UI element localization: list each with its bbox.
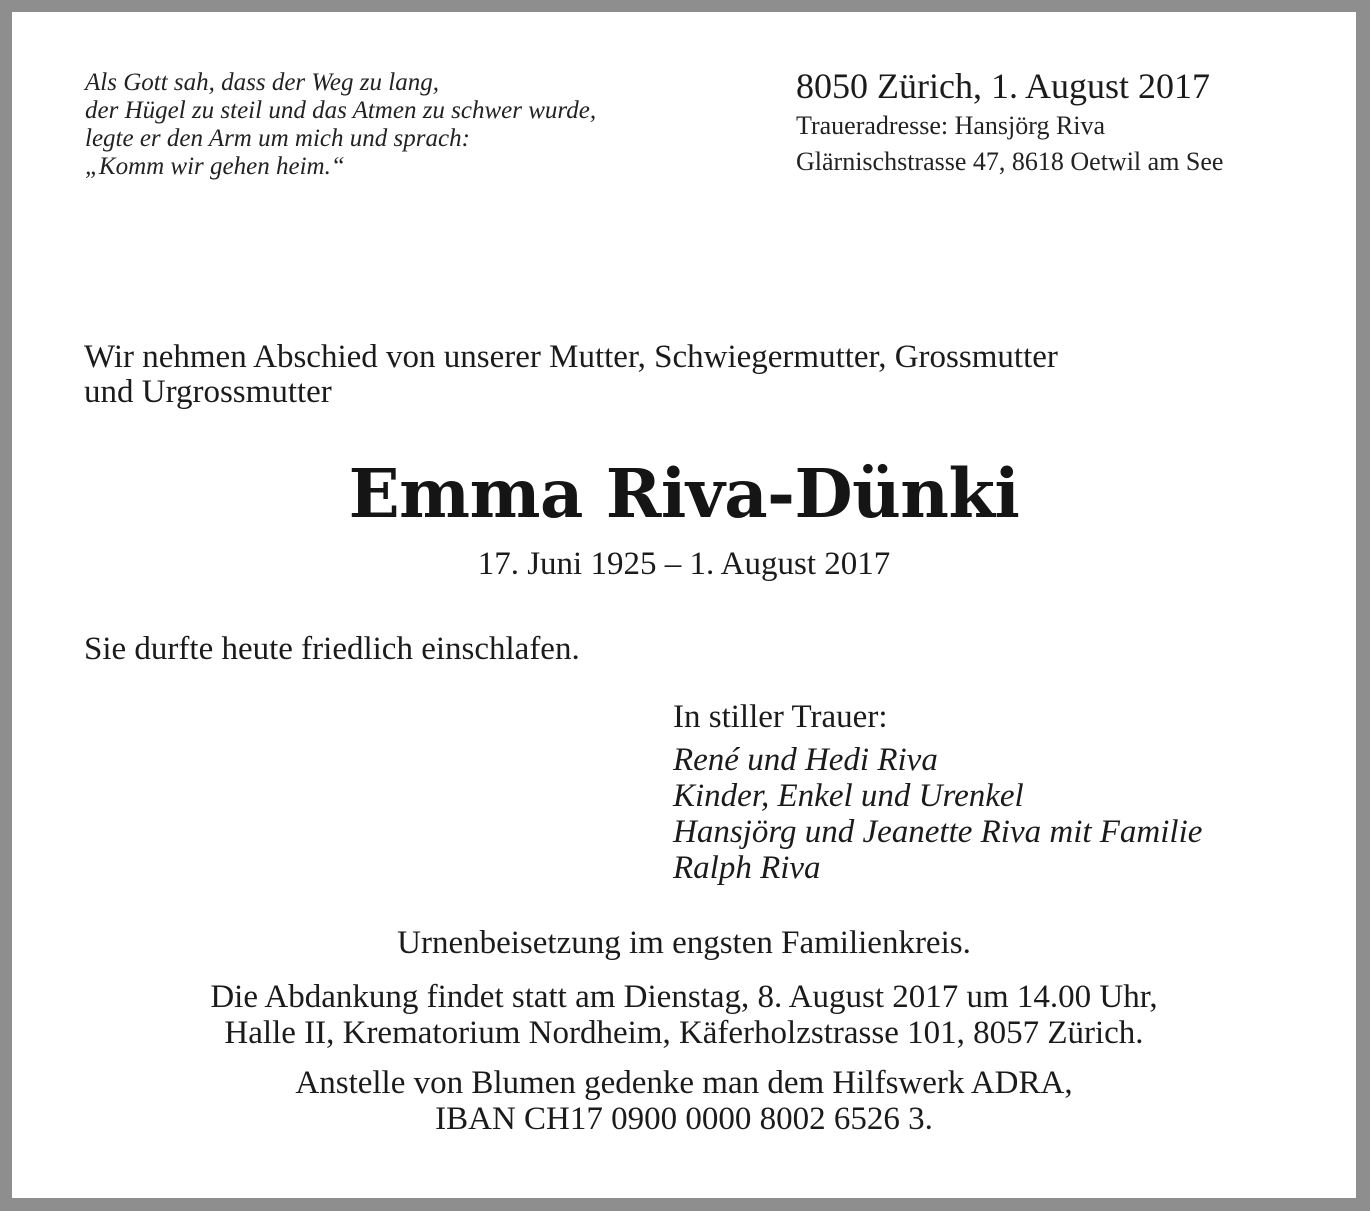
mourners-list (673, 742, 1202, 886)
mourner-name: Hansjörg und Jeanette Riva mit Familie (673, 814, 1203, 850)
poem-line: „Komm wir gehen heim.“ (85, 153, 345, 180)
poem-line: Als Gott sah, dass der Weg zu lang, (85, 69, 439, 96)
poem-quote (85, 69, 725, 181)
passing-statement: Sie durfte heute friedlich einschlafen. (84, 631, 580, 667)
burial-notice (12, 925, 1356, 961)
mourner-name: René und Hedi Riva (673, 742, 938, 778)
life-dates: 17. Juni 1925 – 1. August 2017 (477, 546, 891, 582)
place-date: 8050 Zürich, 1. August 2017 (796, 66, 1210, 106)
deceased-name: Emma Riva-Dünki (348, 454, 1020, 533)
mourner-name: Kinder, Enkel und Urenkel (673, 778, 1024, 814)
donation-notice (12, 1065, 1356, 1137)
farewell-intro (84, 340, 1314, 410)
service-line: Die Abdankung findet statt am Dienstag, 8. August 2017 um 14.00 Uhr, (210, 979, 1158, 1015)
service-details (12, 979, 1356, 1051)
mourning-address-street: Glärnischstrasse 47, 8618 Oetwil am See (796, 147, 1224, 176)
intro-line: Wir nehmen Abschied von unserer Mutter, Schwiegermutter, Grossmutter (84, 339, 1058, 375)
service-line: Halle II, Krematorium Nordheim, Käferholzstrasse 101, 8057 Zürich. (224, 1015, 1144, 1051)
poem-line: der Hügel zu steil und das Atmen zu schwer wurde, (85, 97, 597, 124)
mourners-label: In stiller Trauer: (673, 699, 888, 735)
donation-line: Anstelle von Blumen gedenke man dem Hilfswerk ADRA, (295, 1065, 1073, 1101)
intro-line: und Urgrossmutter (84, 374, 332, 410)
poem-line: legte er den Arm um mich und sprach: (85, 125, 470, 152)
burial-text: Urnenbeisetzung im engsten Familienkreis. (397, 925, 971, 961)
donation-iban: IBAN CH17 0900 0000 8002 6526 3. (435, 1101, 933, 1137)
mourning-address-name: Traueradresse: Hansjörg Riva (796, 111, 1106, 140)
mourner-name: Ralph Riva (673, 850, 821, 886)
obituary-page (12, 12, 1356, 1198)
